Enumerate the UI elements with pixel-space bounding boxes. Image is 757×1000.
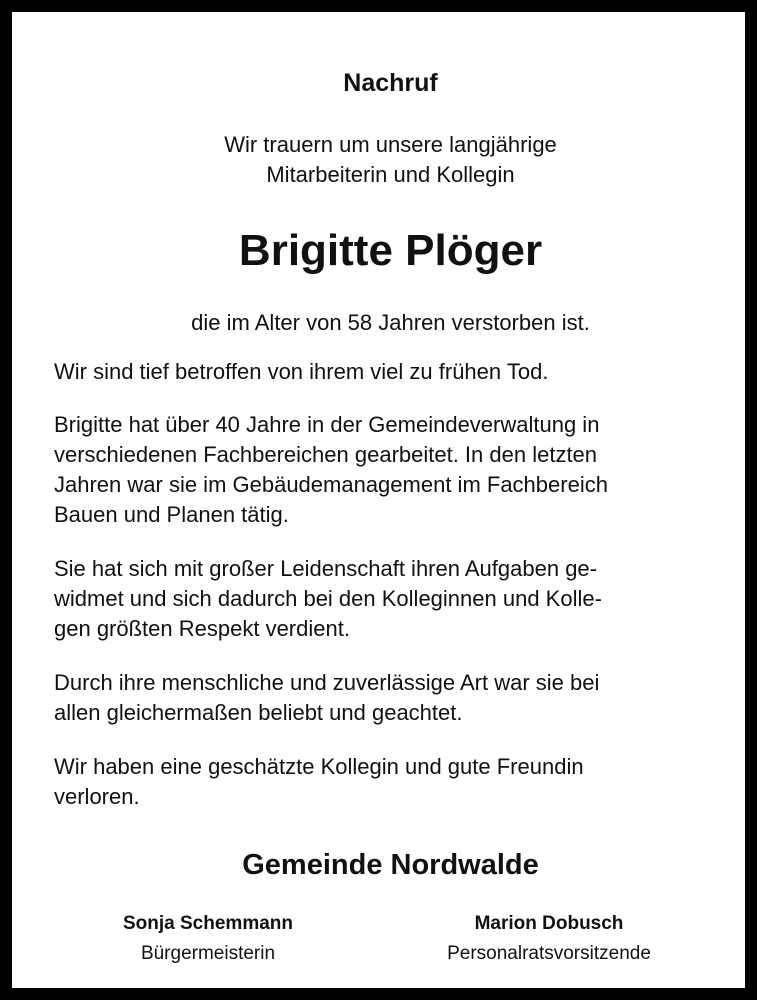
signatory-right (399, 909, 699, 969)
paragraph-line: verloren. (54, 784, 140, 809)
paragraph-4 (54, 668, 727, 728)
paragraph-2 (54, 410, 727, 530)
paragraph-line: Wir haben eine geschätzte Kollegin und gute Freundin (54, 754, 584, 779)
intro-line: Wir trauern um unsere langjährige (224, 132, 557, 157)
paragraph-line: widmet und sich dadurch bei den Kolleginnen und Kolle- (54, 586, 602, 611)
organization-name: Gemeinde Nordwalde (242, 849, 539, 881)
signatory-role: Personalratsvorsitzende (447, 943, 651, 964)
intro-text (12, 130, 757, 190)
signatory-role: Bürgermeisterin (140, 943, 276, 964)
paragraph-line: Durch ihre menschliche und zuverlässige Art war sie bei (54, 670, 600, 695)
paragraph-line: Wir sind tief betroffen von ihrem viel zu frühen Tod. (54, 359, 549, 384)
paragraph-5 (54, 752, 727, 812)
paragraph-line: Brigitte hat über 40 Jahre in der Gemeindeverwaltung in (54, 412, 600, 437)
signatory-left (58, 909, 358, 969)
paragraph-line: Jahren war sie im Gebäudemanagement im Fachbereich (54, 472, 608, 497)
age-line: die im Alter von 58 Jahren verstorben ist. (191, 310, 590, 335)
paragraph-line: Bauen und Planen tätig. (54, 502, 289, 527)
paragraph-1 (54, 357, 727, 387)
paragraph-line: Sie hat sich mit großer Leidenschaft ihren Aufgaben ge- (54, 556, 597, 581)
paragraph-3 (54, 554, 727, 644)
paragraph-line: gen größten Respekt verdient. (54, 616, 350, 641)
intro-line: Mitarbeiterin und Kollegin (266, 162, 515, 187)
deceased-name: Brigitte Plöger (238, 226, 543, 275)
paragraph-line: allen gleichermaßen beliebt und geachtet. (54, 700, 463, 725)
signatory-name: Sonja Schemmann (123, 913, 293, 934)
signatory-name: Marion Dobusch (474, 913, 624, 934)
obituary-heading: Nachruf (343, 69, 438, 97)
paragraph-line: verschiedenen Fachbereichen gearbeitet. In den letzten (54, 442, 598, 467)
